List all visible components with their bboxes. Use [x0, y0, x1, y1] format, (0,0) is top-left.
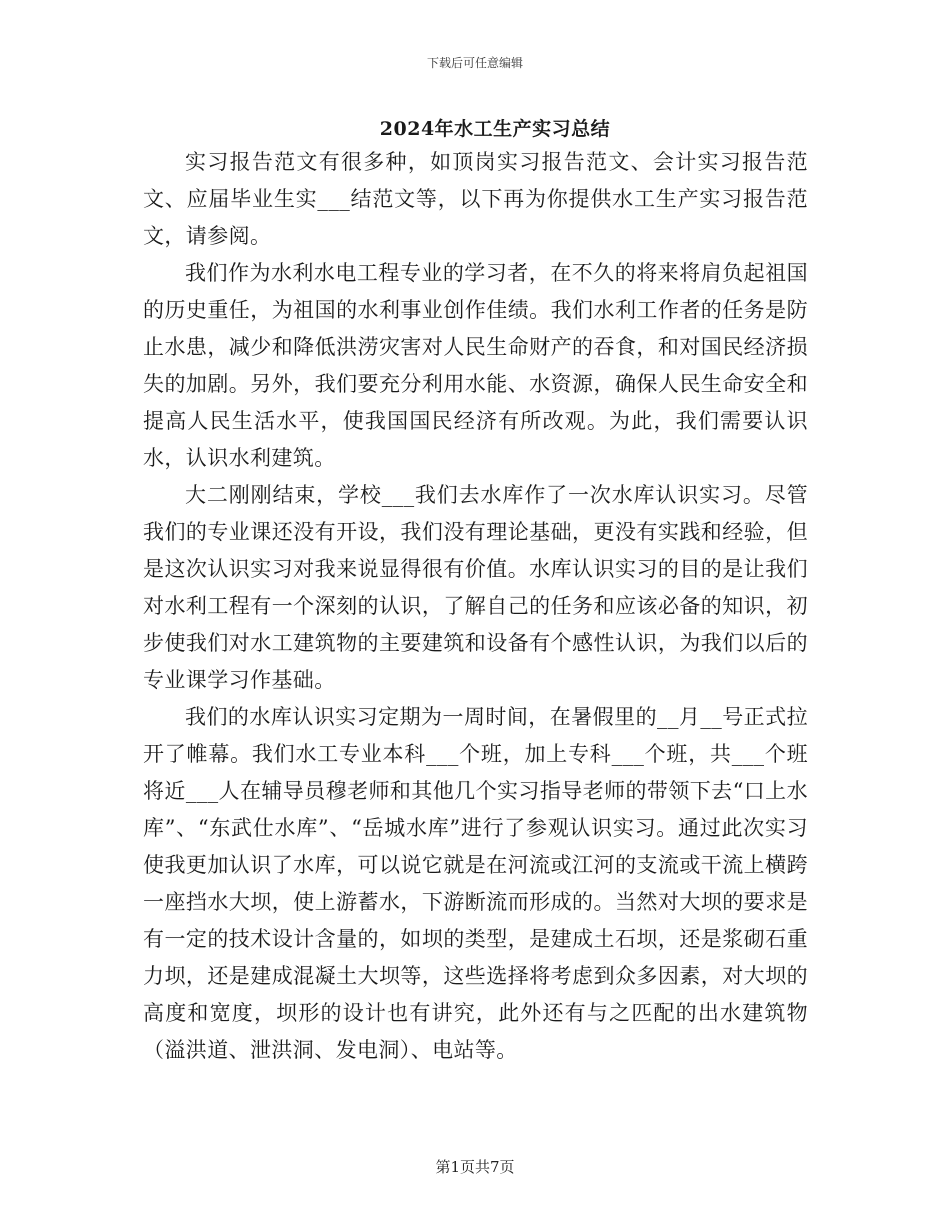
- paragraph: 我们的水库认识实习定期为一周时间，在暑假里的__月__号正式拉开了帷幕。我们水工专业本科___个班，加上专科___个班，共___个班将近___人在辅导员穆老师和其他几个实习指导老师的带领下去“口上水库”、“东武仕水库”、“岳城水库”进行了参观认识实习。通过此次实习使我更加认识了水库，可以说它就是在河流或江河的支流或干流上横跨一座挡水大坝，使上游蓄水，下游断流而形成的。当然对大坝的要求是有一定的技术设计含量的，如坝的类型，是建成土石坝，还是浆砌石重力坝，还是建成混凝土大坝等，这些选择将考虑到众多因素，对大坝的高度和宽度，坝形的设计也有讲究，此外还有与之匹配的出水建筑物（溢洪道、泄洪洞、发电洞）、电站等。: [143, 705, 808, 1062]
- header-note: 下载后可任意编辑: [426, 56, 523, 70]
- paragraph: 实习报告范文有很多种，如顶岗实习报告范文、会计实习报告范文、应届毕业生实___结范文等，以下再为你提供水工生产实习报告范文，请参阅。: [143, 150, 808, 248]
- page-footer: 第1页共7页: [435, 1158, 515, 1176]
- document-title: 2024年水工生产实习总结: [379, 118, 611, 140]
- paragraph: 我们作为水利水电工程专业的学习者，在不久的将来将肩负起祖国的历史重任，为祖国的水利事业创作佳绩。我们水利工作者的任务是防止水患，减少和降低洪涝灾害对人民生命财产的吞食，和对国民经济损失的加剧。另外，我们要充分利用水能、水资源，确保人民生命安全和提高人民生活水平，使我国国民经济有所改观。为此，我们需要认识水，认识水利建筑。: [143, 261, 808, 470]
- paragraph: 大二刚刚结束，学校___我们去水库作了一次水库认识实习。尽管我们的专业课还没有开设，我们没有理论基础，更没有实践和经验，但是这次认识实习对我来说显得很有价值。水库认识实习的目的是让我们对水利工程有一个深刻的认识，了解自己的任务和应该必备的知识，初步使我们对水工建筑物的主要建筑和设备有个感性认识，为我们以后的专业课学习作基础。: [143, 483, 808, 692]
- document-body: [143, 144, 808, 1069]
